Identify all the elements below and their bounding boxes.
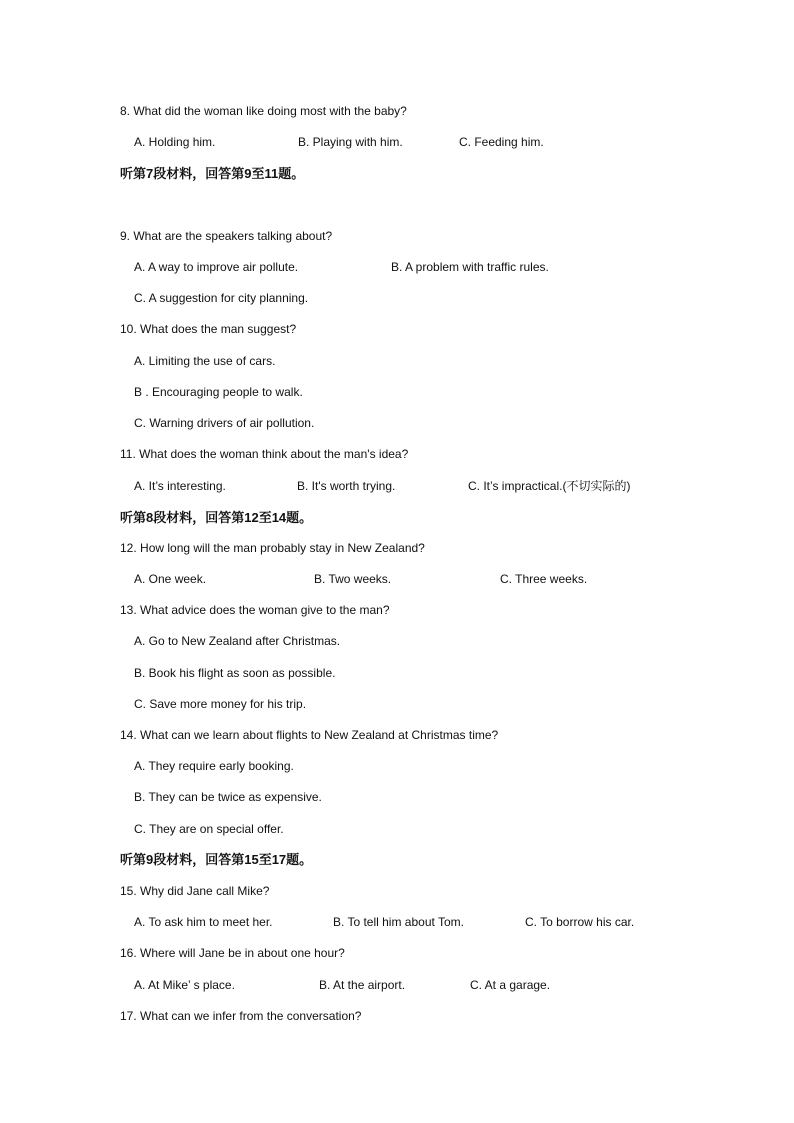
option-14a: A. They require early booking. <box>134 759 294 773</box>
option-9a: A. A way to improve air pollute. <box>134 260 299 274</box>
question-number: 15. <box>120 884 137 898</box>
option-10a: A. Limiting the use of cars. <box>134 354 276 368</box>
question-9 <box>120 228 332 244</box>
question-text: Where will Jane be in about one hour? <box>140 946 345 960</box>
question-number: 17. <box>120 1009 137 1023</box>
question-15 <box>120 883 269 899</box>
question-17 <box>120 1008 361 1024</box>
question-8 <box>120 103 407 119</box>
section-heading-7: 听第7段材料，回答第9至11题。 <box>120 166 305 181</box>
option-13b: B. Book his flight as soon as possible. <box>134 666 336 680</box>
option-11a: A. It’s interesting. <box>134 479 226 493</box>
question-text: What can we learn about flights to New Zealand at Christmas time? <box>140 728 499 742</box>
question-11 <box>120 446 408 462</box>
question-number: 16. <box>120 946 137 960</box>
question-14 <box>120 727 498 743</box>
section-heading-9: 听第9段材料，回答第15至17题。 <box>120 852 313 867</box>
question-number: 14. <box>120 728 137 742</box>
option-11c: C. It’s impractical.(不切实际的) <box>468 479 631 493</box>
question-12 <box>120 540 425 556</box>
option-12c: C. Three weeks. <box>500 572 588 586</box>
option-13c: C. Save more money for his trip. <box>134 697 307 711</box>
option-15c: C. To borrow his car. <box>525 915 635 929</box>
option-16a: A. At Mike’ s place. <box>134 978 235 992</box>
question-10 <box>120 321 296 337</box>
question-number: 12. <box>120 541 137 555</box>
question-number: 10. <box>120 322 137 336</box>
option-8c: C. Feeding him. <box>459 135 544 149</box>
question-text: Why did Jane call Mike? <box>140 884 270 898</box>
question-text: What did the woman like doing most with the baby? <box>133 104 407 118</box>
question-number: 11. <box>120 447 136 461</box>
option-9c: C. A suggestion for city planning. <box>134 291 309 305</box>
question-text: What can we infer from the conversation? <box>140 1009 362 1023</box>
option-15a: A. To ask him to meet her. <box>134 915 273 929</box>
option-13a: A. Go to New Zealand after Christmas. <box>134 634 341 648</box>
option-8a: A. Holding him. <box>134 135 216 149</box>
question-13 <box>120 602 390 618</box>
option-10c: C. Warning drivers of air pollution. <box>134 416 315 430</box>
option-11b: B. It's worth trying. <box>297 479 396 493</box>
option-12b: B. Two weeks. <box>314 572 392 586</box>
option-9b: B. A problem with traffic rules. <box>391 260 549 274</box>
question-text: What advice does the woman give to the man? <box>140 603 390 617</box>
question-text: How long will the man probably stay in New Zealand? <box>140 541 425 555</box>
question-text: What are the speakers talking about? <box>133 229 333 243</box>
option-12a: A. One week. <box>134 572 207 586</box>
section-heading-8: 听第8段材料，回答第12至14题。 <box>120 510 313 525</box>
option-16c: C. At a garage. <box>470 978 551 992</box>
option-10b: B . Encouraging people to walk. <box>134 385 303 399</box>
question-text: What does the woman think about the man's idea? <box>139 447 409 461</box>
question-number: 9. <box>120 229 131 243</box>
question-16 <box>120 945 345 961</box>
option-16b: B. At the airport. <box>319 978 406 992</box>
question-number: 8. <box>120 104 131 118</box>
question-number: 13. <box>120 603 137 617</box>
question-text: What does the man suggest? <box>140 322 297 336</box>
option-14b: B. They can be twice as expensive. <box>134 790 322 804</box>
option-15b: B. To tell him about Tom. <box>333 915 464 929</box>
option-14c: C. They are on special offer. <box>134 822 284 836</box>
option-8b: B. Playing with him. <box>298 135 403 149</box>
